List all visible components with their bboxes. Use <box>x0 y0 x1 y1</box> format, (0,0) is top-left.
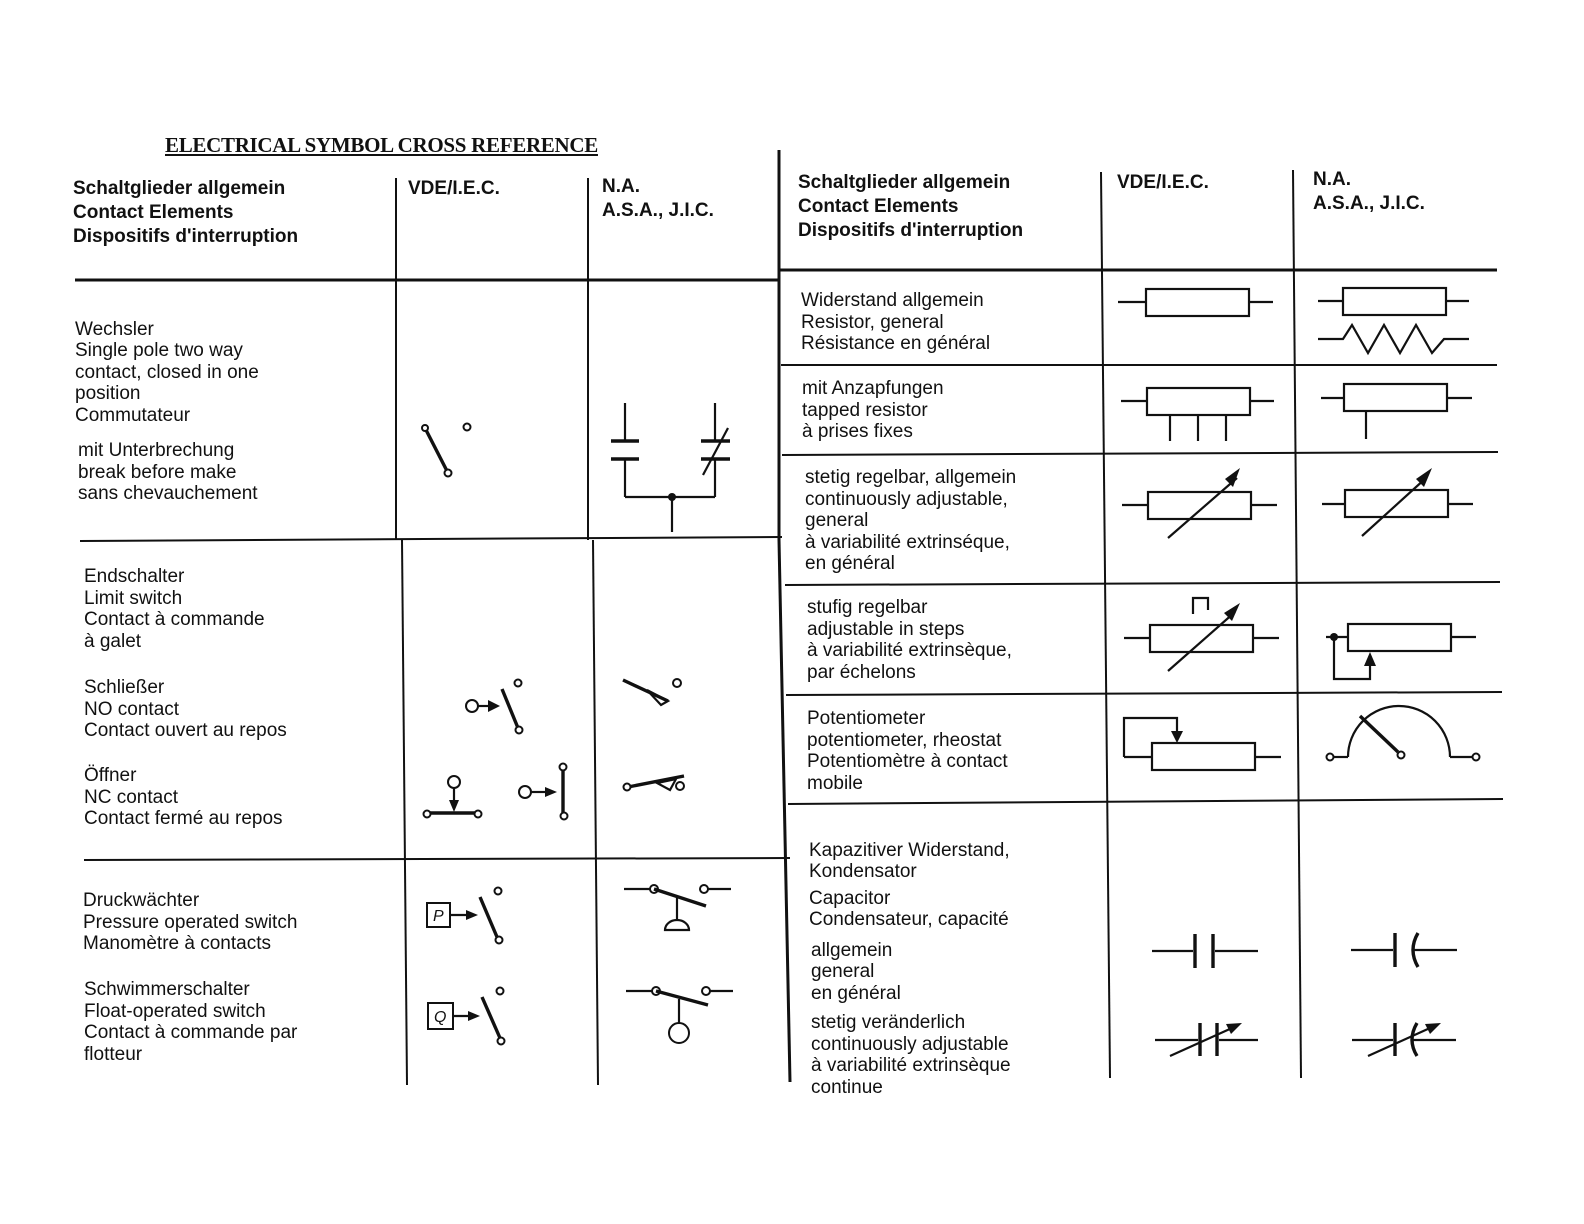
nc-contact-icon <box>424 764 568 820</box>
stepped-resistor-icon <box>1124 598 1279 671</box>
document-title: ELECTRICAL SYMBOL CROSS REFERENCE <box>165 133 598 157</box>
row-endschalter-text: Endschalter Limit switch Contact à commande à galet <box>84 566 265 652</box>
table-grid <box>75 150 1503 1085</box>
stepped-resistor-na-icon <box>1326 624 1476 679</box>
header-na-left: N.A. A.S.A., J.I.C. <box>602 176 714 221</box>
capacitor-na-icon <box>1351 933 1457 967</box>
limit-switch-icon <box>466 680 523 734</box>
tapped-resistor-icon <box>1121 388 1274 441</box>
variable-resistor-icon <box>1122 468 1277 538</box>
row-schliesser-text: Schließer NO contact Contact ouvert au repos <box>84 677 287 741</box>
row-schwimmer-text: Schwimmerschalter Float-operated switch Contact à commande par flotteur <box>84 979 298 1065</box>
variable-capacitor-icon <box>1155 1023 1258 1056</box>
no-contact-icon <box>623 679 681 705</box>
changeover-contact-icon <box>422 424 471 477</box>
header-na-right: N.A. A.S.A., J.I.C. <box>1313 169 1425 214</box>
header-category-left: Schaltglieder allgemein Contact Elements Dispositifs d'interruption <box>73 178 299 247</box>
resistor-na-icon <box>1318 288 1469 353</box>
row-stetig-text: stetig regelbar, allgemein continuously adjustable, general à variabilité extrinséque, en général <box>805 467 1017 574</box>
row-druck-text: Druckwächter Pressure operated switch Manomètre à contacts <box>83 890 298 954</box>
variable-capacitor-na-icon <box>1352 1023 1456 1056</box>
header-vde-right: VDE/I.E.C. <box>1117 172 1209 193</box>
row-oeffner-text: Öffner NC contact Contact fermé au repos <box>84 765 283 829</box>
nc-contact-na-icon <box>623 776 684 791</box>
row-stufig-text: stufig regelbar adjustable in steps à variabilité extrinsèque, par échelons <box>807 597 1012 683</box>
header-category-right: Schaltglieder allgemein Contact Elements Dispositifs d'interruption <box>798 172 1024 241</box>
wechsler-break-text: mit Unterbrechung break before make sans chevauchement <box>78 440 258 504</box>
row-poti-text: Potentiometer potentiometer, rheostat Potentiomètre à contact mobile <box>807 708 1008 794</box>
pressure-letter: P <box>433 908 444 925</box>
capacitor-general-text: allgemein general en général <box>811 939 901 1004</box>
pressure-switch-na-icon <box>624 885 731 930</box>
capacitor-adjustable-text: stetig veränderlich continuously adjustable à variabilité extrinsèque continue <box>811 1012 1011 1098</box>
pressure-switch-icon <box>427 888 503 944</box>
wechsler-main-text: Wechsler Single pole two way contact, closed in one position Commutateur <box>75 318 259 426</box>
row-anzapfungen-text: mit Anzapfungen tapped resistor à prises fixes <box>802 378 944 442</box>
tapped-resistor-na-icon <box>1321 384 1472 439</box>
float-switch-icon <box>428 988 505 1045</box>
row-widerstand-text: Widerstand allgemein Resistor, general Résistance en général <box>801 290 991 354</box>
potentiometer-na-icon <box>1327 706 1480 761</box>
potentiometer-icon <box>1124 718 1281 770</box>
changeover-contact-na-icon <box>611 403 730 532</box>
header-vde-left: VDE/I.E.C. <box>408 178 500 199</box>
resistor-icon <box>1118 289 1273 316</box>
kondensator-title: Kapazitiver Widerstand, Kondensator <box>809 839 1010 882</box>
capacitor-icon <box>1152 934 1258 968</box>
float-switch-na-icon <box>626 987 733 1043</box>
variable-resistor-na-icon <box>1322 468 1473 536</box>
float-letter: Q <box>434 1009 447 1026</box>
capacitor-title: Capacitor Condensateur, capacité <box>809 887 1009 930</box>
